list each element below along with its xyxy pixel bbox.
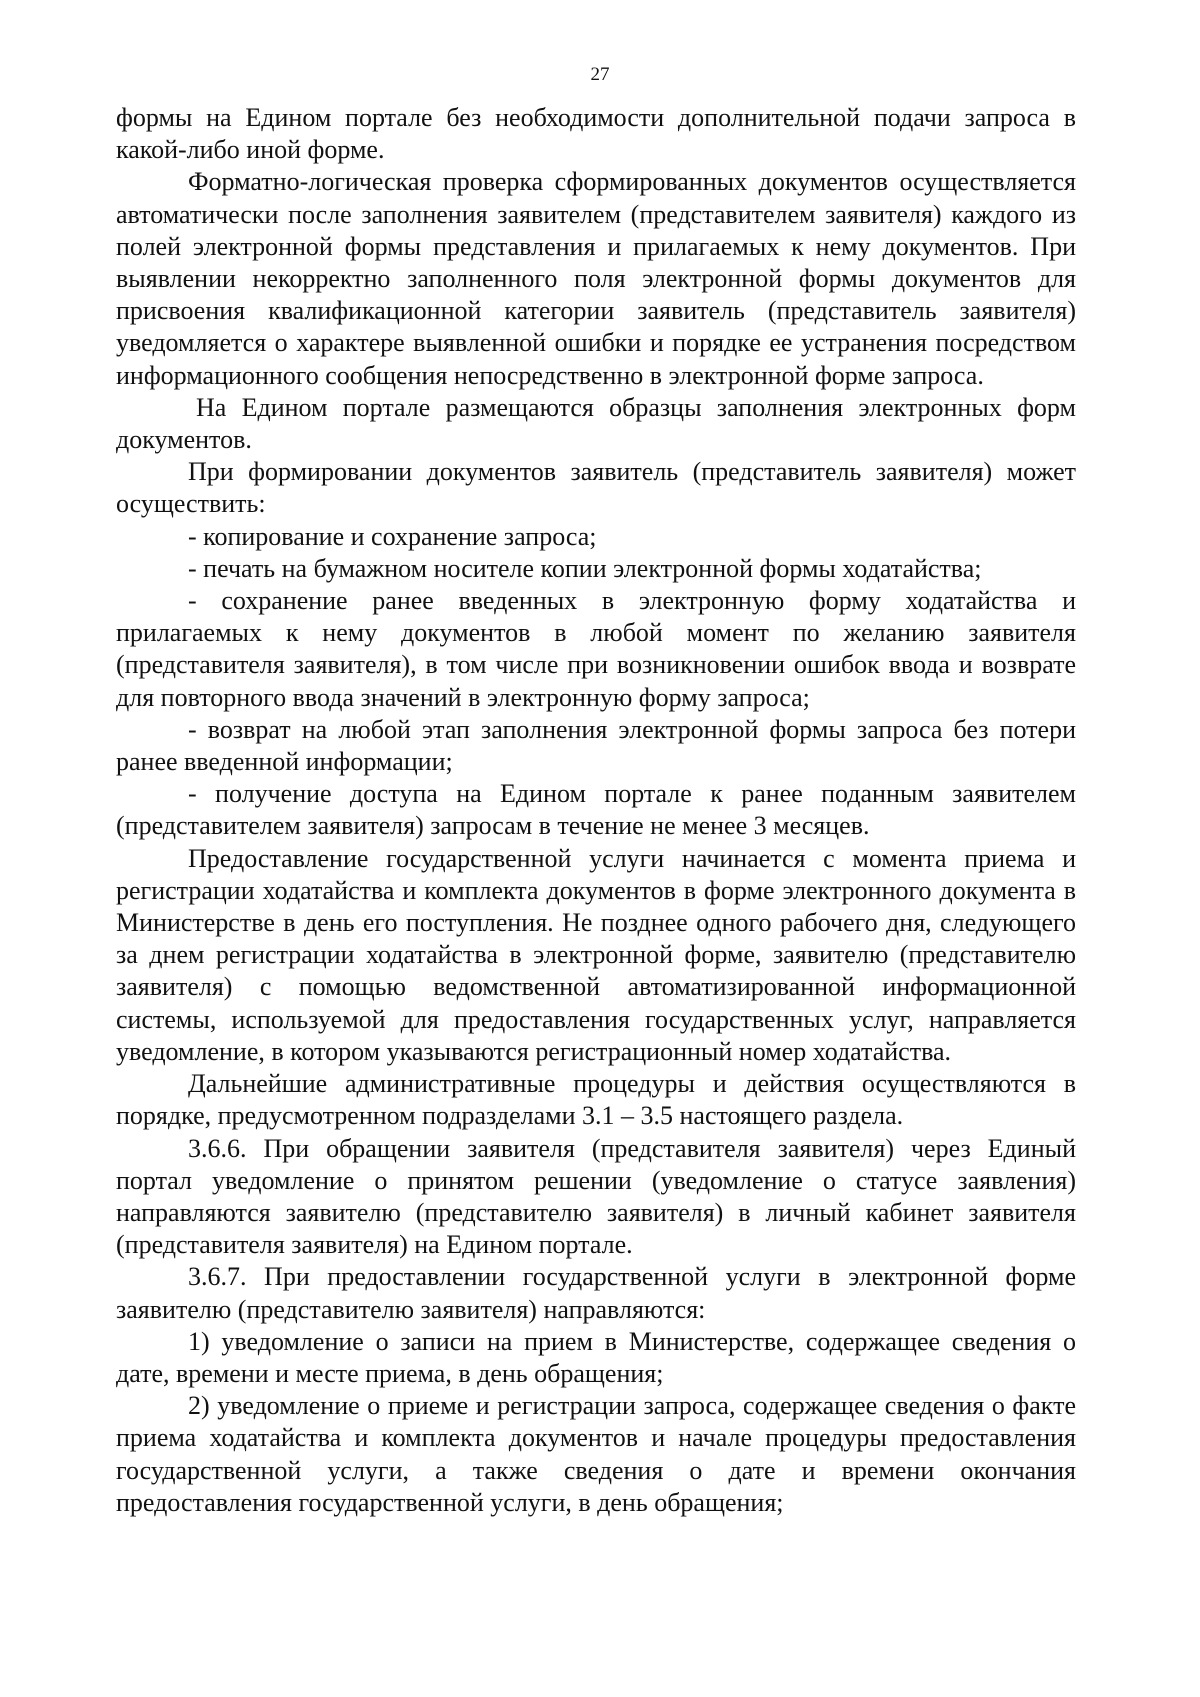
list-item-save-entered: - сохранение ранее введенных в электронную форму ходатайства и прилагаемых к нему документов в любой момент по желанию заявителя (представителя заявителя), в том числе при возникновении ошибок ввода и возврате для повторного ввода значений в электронную форму запроса; [116, 586, 1076, 712]
list-item-notice-appointment: 1) уведомление о записи на прием в Министерстве, содержащее сведения о дате, времени и месте приема, в день обращения; [116, 1326, 1076, 1388]
document-body [116, 102, 1076, 1519]
paragraph-samples: На Едином портале размещаются образцы заполнения электронных форм документов. [116, 392, 1076, 455]
paragraph-format-check: Форматно-логическая проверка сформированных документов осуществляется автоматически после заполнения заявителем (представителем заявителя) каждого из полей электронной формы представления и прилагаемых к нему документов. При выявлении некорректно заполненного поля электронной формы документов для присвоения квалификационной категории заявитель (представитель заявителя) уведомляется о характере выявленной ошибки и порядке ее устранения посредством информационного сообщения непосредственно в электронной форме запроса. [116, 167, 1076, 390]
paragraph-3-6-6: 3.6.6. При обращении заявителя (представителя заявителя) через Единый портал уведомление о принятом решении (уведомление о статусе заявления) направляются заявителю (представителю заявителя) в личный кабинет заявителя (представителя заявителя) на Едином портале. [116, 1133, 1076, 1260]
paragraph-further-procedures: Дальнейшие административные процедуры и действия осуществляются в порядке, предусмотренном подразделами 3.1 – 3.5 настоящего раздела. [116, 1069, 1076, 1131]
list-item-copy-save: - копирование и сохранение запроса; [188, 521, 597, 551]
paragraph-3-6-7: 3.6.7. При предоставлении государственной услуги в электронной форме заявителю (представителю заявителя) направляются: [116, 1262, 1076, 1324]
list-item-access-requests: - получение доступа на Едином портале к ранее поданным заявителем (представителем заявителя) запросам в течение не менее 3 месяцев. [116, 779, 1076, 841]
list-item-print: - печать на бумажном носителе копии электронной формы ходатайства; [188, 553, 982, 583]
page-number: 27 [590, 64, 610, 85]
paragraph-continuation: формы на Едином портале без необходимости дополнительной подачи запроса в какой-либо иной форме. [116, 103, 1076, 165]
list-item-notice-registration: 2) уведомление о приеме и регистрации запроса, содержащее сведения о факте приема ходатайства и комплекта документов и начале процедуры предоставления государственной услуги, а также сведения о дате и времени окончания предоставления государственной услуги, в день обращения; [116, 1391, 1076, 1517]
paragraph-service-start: Предоставление государственной услуги начинается с момента приема и регистрации ходатайства и комплекта документов в форме электронного документа в Министерстве в день его поступления. Не позднее одного рабочего дня, следующего за днем регистрации ходатайства в электронной форме, заявителю (представителю заявителя) с помощью ведомственной автоматизированной информационной системы, используемой для предоставления государственных услуг, направляется уведомление, в котором указываются регистрационный номер ходатайства. [116, 843, 1076, 1066]
list-item-return-stage: - возврат на любой этап заполнения электронной формы запроса без потери ранее введенной информации; [116, 714, 1076, 777]
paragraph-applicant-can: При формировании документов заявитель (представитель заявителя) может осуществить: [116, 457, 1076, 519]
